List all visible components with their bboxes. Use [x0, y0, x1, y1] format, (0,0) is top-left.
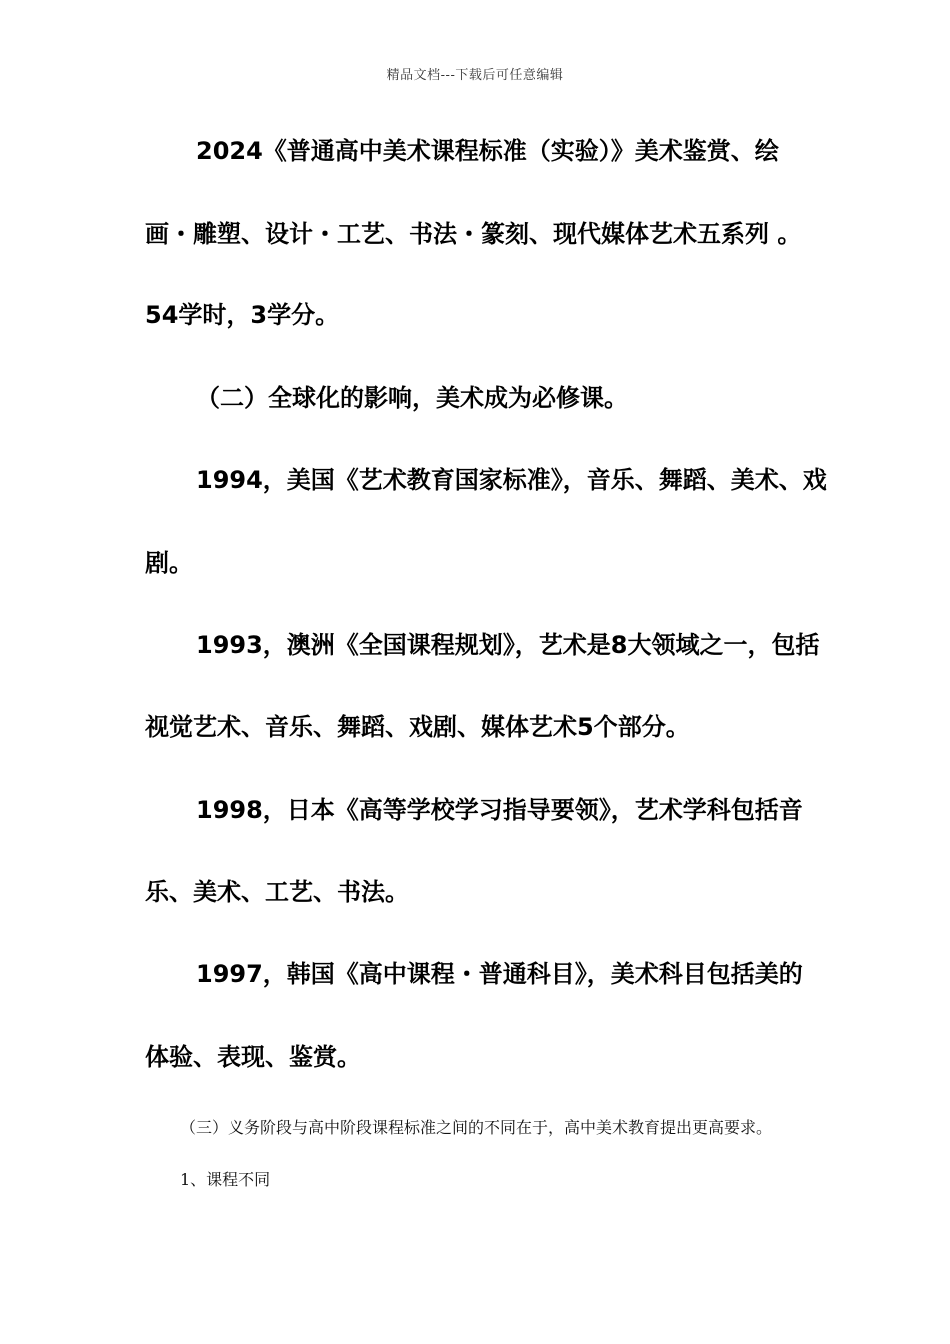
paragraph-1997-line-1: 1997，韩国《高中课程・普通科目》，美术科目包括美的 — [196, 960, 803, 988]
paragraph-1-line-3: 54学时，3学分。 — [145, 301, 340, 329]
paragraph-1998-line-1: 1998，日本《高等学校学习指导要领》，艺术学科包括音 — [196, 796, 803, 824]
paragraph-1994-line-1: 1994，美国《艺术教育国家标准》，音乐、舞蹈、美术、戏 — [196, 466, 827, 494]
paragraph-1993-line-1: 1993，澳洲《全国课程规划》，艺术是8大领域之一，包括 — [196, 631, 820, 659]
paragraph-1-line-1: 2024《普通高中美术课程标准（实验）》美术鉴赏、绘 — [196, 137, 779, 165]
section-2-heading: （二）全球化的影响，美术成为必修课。 — [196, 384, 628, 412]
page-header: 精品文档---下载后可任意编辑 — [386, 68, 564, 83]
paragraph-1993-line-2: 视觉艺术、音乐、舞蹈、戏剧、媒体艺术5个部分。 — [145, 713, 690, 741]
paragraph-1997-line-2: 体验、表现、鉴赏。 — [145, 1043, 361, 1071]
paragraph-1-line-2: 画・雕塑、设计・工艺、书法・篆刻、现代媒体艺术五系列 。 — [145, 220, 802, 248]
paragraph-1994-line-2: 剧。 — [145, 549, 193, 577]
paragraph-1998-line-2: 乐、美术、工艺、书法。 — [145, 878, 409, 906]
section-3-item-1: 1、课程不同 — [180, 1170, 271, 1189]
section-3-title: （三）义务阶段与高中阶段课程标准之间的不同在于，高中美术教育提出更高要求。 — [180, 1118, 773, 1137]
